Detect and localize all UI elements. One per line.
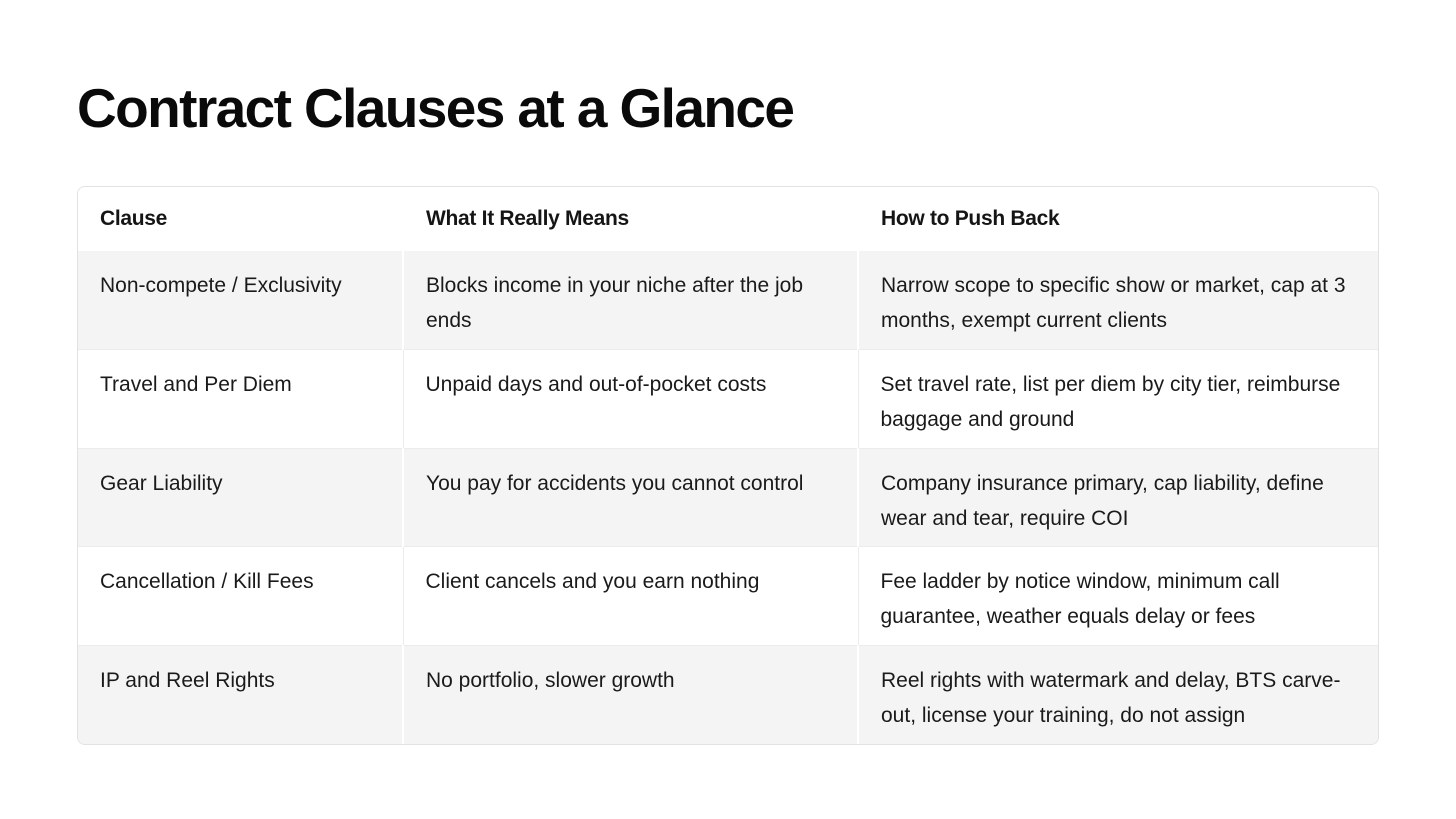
clause-cell: Non-compete / Exclusivity [78,251,403,350]
table-row [78,350,1378,449]
meaning-cell: You pay for accidents you cannot control [403,448,858,547]
table-row [78,251,1378,350]
push-back-cell: Narrow scope to specific show or market, cap at 3 months, exempt current clients [858,251,1378,350]
meaning-cell: Blocks income in your niche after the job ends [403,251,858,350]
push-back-cell: Company insurance primary, cap liability, define wear and tear, require COI [858,448,1378,547]
clauses-table [78,187,1378,744]
table-header-row [78,187,1378,251]
table-row [78,547,1378,646]
push-back-cell: Set travel rate, list per diem by city tier, reimburse baggage and ground [858,350,1378,449]
push-back-cell: Reel rights with watermark and delay, BTS carve-out, license your training, do not assign [858,645,1378,744]
clause-cell: Gear Liability [78,448,403,547]
clause-cell: Travel and Per Diem [78,350,403,449]
push-back-cell: Fee ladder by notice window, minimum call guarantee, weather equals delay or fees [858,547,1378,646]
column-header-meaning: What It Really Means [403,187,858,251]
meaning-cell: Client cancels and you earn nothing [403,547,858,646]
page-title: Contract Clauses at a Glance [77,77,794,139]
table-row [78,645,1378,744]
clause-cell: Cancellation / Kill Fees [78,547,403,646]
meaning-cell: Unpaid days and out-of-pocket costs [403,350,858,449]
meaning-cell: No portfolio, slower growth [403,645,858,744]
clause-cell: IP and Reel Rights [78,645,403,744]
table-row [78,448,1378,547]
column-header-clause: Clause [78,187,403,251]
column-header-push-back: How to Push Back [858,187,1378,251]
clauses-table-container [77,186,1379,745]
